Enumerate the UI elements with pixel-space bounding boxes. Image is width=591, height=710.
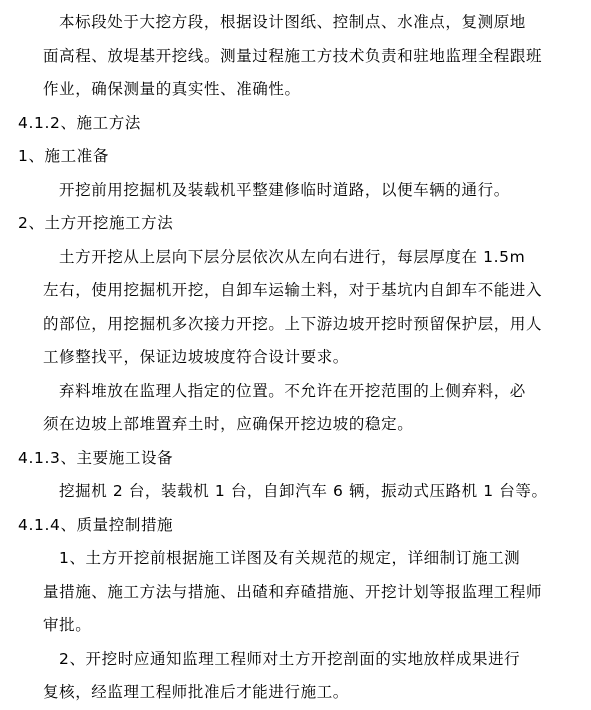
section-heading: 4.1.4、质量控制措施 (18, 515, 174, 534)
paragraph-line: 须在边坡上部堆置弃土时，应确保开挖边坡的稳定。 (43, 415, 414, 433)
paragraph-line: 土方开挖从上层向下层分层依次从左向右进行，每层厚度在 1.5m (59, 247, 526, 266)
paragraph-line: 开挖前用挖掘机及装载机平整建修临时道路，以便车辆的通行。 (59, 180, 510, 199)
paragraph-line: 量措施、施工方法与措施、出碴和弃碴措施、开挖计划等报监理工程师 (43, 582, 543, 601)
paragraph-line: 2、开挖时应通知监理工程师对土方开挖剖面的实地放样成果进行 (59, 649, 521, 668)
section-heading: 4.1.2、施工方法 (18, 113, 141, 132)
paragraph-line: 弃料堆放在监理人指定的位置。不允许在开挖范围的上侧弃料，必 (59, 381, 526, 400)
paragraph-line: 的部位，用挖掘机多次接力开挖。上下游边坡开挖时预留保护层，用人 (43, 314, 543, 333)
paragraph-line: 挖掘机 2 台，装载机 1 台，自卸汽车 6 辆，振动式压路机 1 台等。 (59, 482, 548, 500)
paragraph-line: 工修整找平，保证边坡坡度符合设计要求。 (43, 348, 349, 366)
paragraph-line: 1、土方开挖前根据施工详图及有关规范的规定，详细制订施工测 (59, 549, 521, 567)
paragraph-line: 面高程、放堤基开挖线。测量过程施工方技术负责和驻地监理全程跟班 (43, 46, 543, 65)
paragraph-line: 审批。 (43, 616, 92, 634)
paragraph-line: 作业，确保测量的真实性、准确性。 (43, 80, 301, 98)
paragraph-line: 左右，使用挖掘机开挖，自卸车运输土料，对于基坑内自卸车不能进入 (43, 281, 543, 299)
section-heading: 4.1.3、主要施工设备 (18, 448, 174, 467)
paragraph-line: 本标段处于大挖方段，根据设计图纸、控制点、水准点，复测原地 (59, 13, 526, 31)
subsection-heading: 1、施工准备 (18, 147, 109, 165)
subsection-heading: 2、土方开挖施工方法 (18, 214, 174, 232)
paragraph-line: 复核，经监理工程师批准后才能进行施工。 (43, 683, 349, 701)
